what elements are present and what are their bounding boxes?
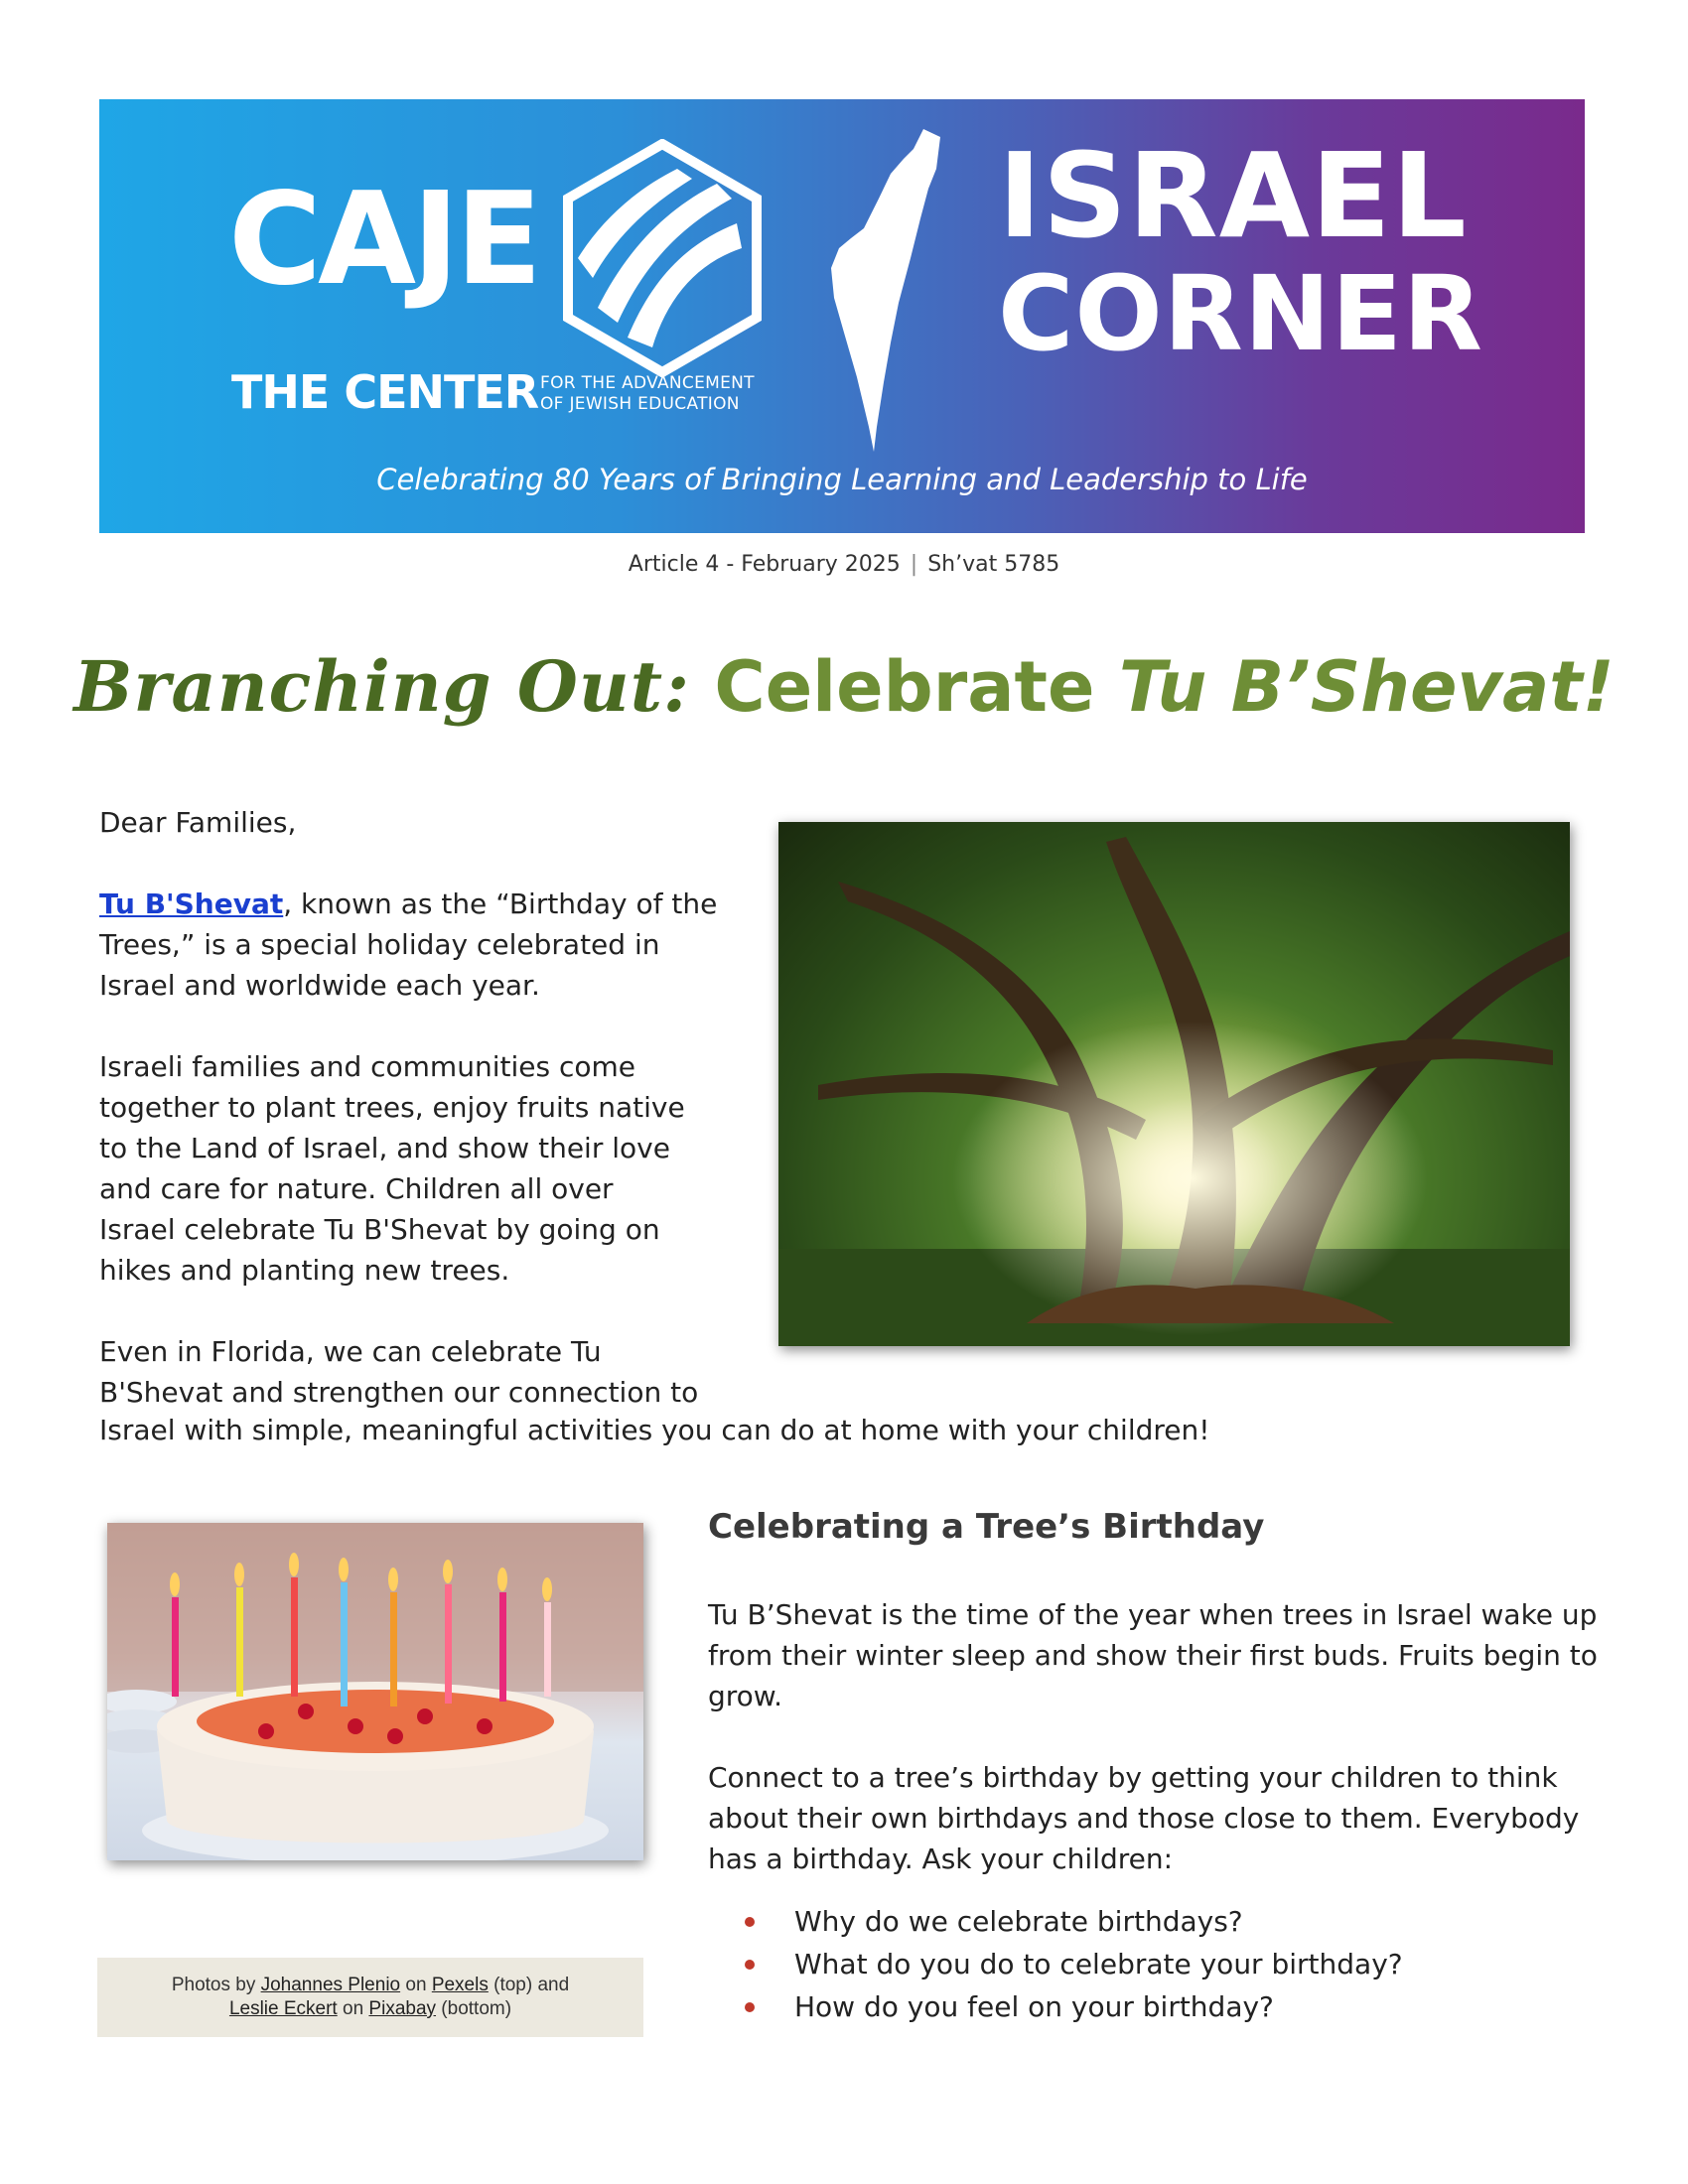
section-paragraph-2: Connect to a tree’s birthday by getting your children to think about their own birthdays and those close to them. Everybody has a birthday. Ask your children: [708,1761,1580,1875]
section-title: Celebrating a Tree’s Birthday [708,1507,1265,1547]
pixabay-link[interactable]: Pixabay [368,1998,437,2019]
caje-hexagon-logo-icon [558,139,767,377]
photo-credit-line1 [97,1974,643,1997]
bullet-icon [745,1917,755,1927]
pexels-link[interactable]: Pexels [431,1975,489,1995]
intro-paragraph-2: Israeli families and communities come together to plant trees, enjoy fruits native to the Land of Israel, and show their love and care for nature. Children all over Israel celebrate Tu B'Shevat by going on hikes and planting new trees. [99,1050,685,1287]
caje-logo-text: CAJE [228,166,539,314]
intro-paragraph-3-end [99,1410,1271,1450]
org-name: THE CENTER [231,365,539,419]
credit-on: on [400,1975,432,1995]
header-banner [99,99,1585,533]
hebrew-date: Sh’vat 5785 [927,552,1060,577]
article-info [0,552,1688,577]
headline-main: Celebrate [714,646,1119,728]
photo-credit [97,1958,643,2037]
bullet-icon [745,2002,755,2012]
tree-illustration [778,822,1570,1346]
issue-label: Article 4 - February 2025 [628,552,901,577]
list-item [740,1943,1403,1985]
page-title [0,645,1688,728]
banner-title [998,127,1483,374]
org-subtitle-line2: OF JEWISH EDUCATION [540,394,740,414]
photo-credit-line2 [97,1997,643,2021]
intro-paragraph-1 [99,884,735,1006]
banner-title-line2: CORNER [998,253,1483,374]
tu-bshevat-link[interactable]: Tu B'Shevat [99,887,284,920]
list-item-text: How do you feel on your birthday? [794,1990,1274,2023]
birthday-cake-photo [107,1523,643,1860]
org-subtitle-line1: FOR THE ADVANCEMENT [540,373,755,393]
divider: | [910,552,918,577]
section-body [708,1594,1602,1879]
credit-prefix: Photos by [171,1975,261,1995]
intro-p3-line2: B'Shevat and strengthen our connection to [99,1376,699,1409]
banner-title-line1: ISRAEL [998,127,1468,264]
greeting: Dear Families, [99,806,297,839]
bullet-icon [745,1960,755,1970]
headline-holiday: Tu B’Shevat! [1118,646,1615,728]
israel-map-icon [829,129,943,452]
credit-suffix: (bottom) [436,1998,512,2019]
credit-suffix: (top) and [488,1975,570,1995]
tree-photo [778,822,1570,1346]
intro-paragraph-3-start [99,1331,735,1413]
list-item-text: What do you do to celebrate your birthday? [794,1948,1403,1980]
section-paragraph-1: Tu B’Shevat is the time of the year when trees in Israel wake up from their winter sleep and show their first buds. Fruits begin to grow. [708,1598,1598,1712]
list-item [740,1985,1403,2028]
author1-link[interactable]: Johannes Plenio [260,1975,401,1995]
question-list [740,1900,1403,2028]
intro-p3-line3: Israel with simple, meaningful activities you can do at home with your children! [99,1414,1210,1446]
credit-on: on [337,1998,369,2019]
intro-p3-line1: Even in Florida, we can celebrate Tu [99,1335,602,1368]
author2-link[interactable]: Leslie Eckert [228,1998,338,2019]
intro-column [99,802,735,1413]
list-item-text: Why do we celebrate birthdays? [794,1905,1243,1938]
banner-tagline: Celebrating 80 Years of Bringing Learning and Leadership to Life [376,463,1308,496]
org-subtitle [540,373,755,415]
list-item [740,1900,1403,1943]
cake-illustration [107,1523,643,1860]
headline-script: Branching Out: [73,645,690,728]
intro-paragraph-1-text: , known as the “Birthday of the Trees,” is a special holiday celebrated in Israel and worldwide each year. [99,887,718,1002]
